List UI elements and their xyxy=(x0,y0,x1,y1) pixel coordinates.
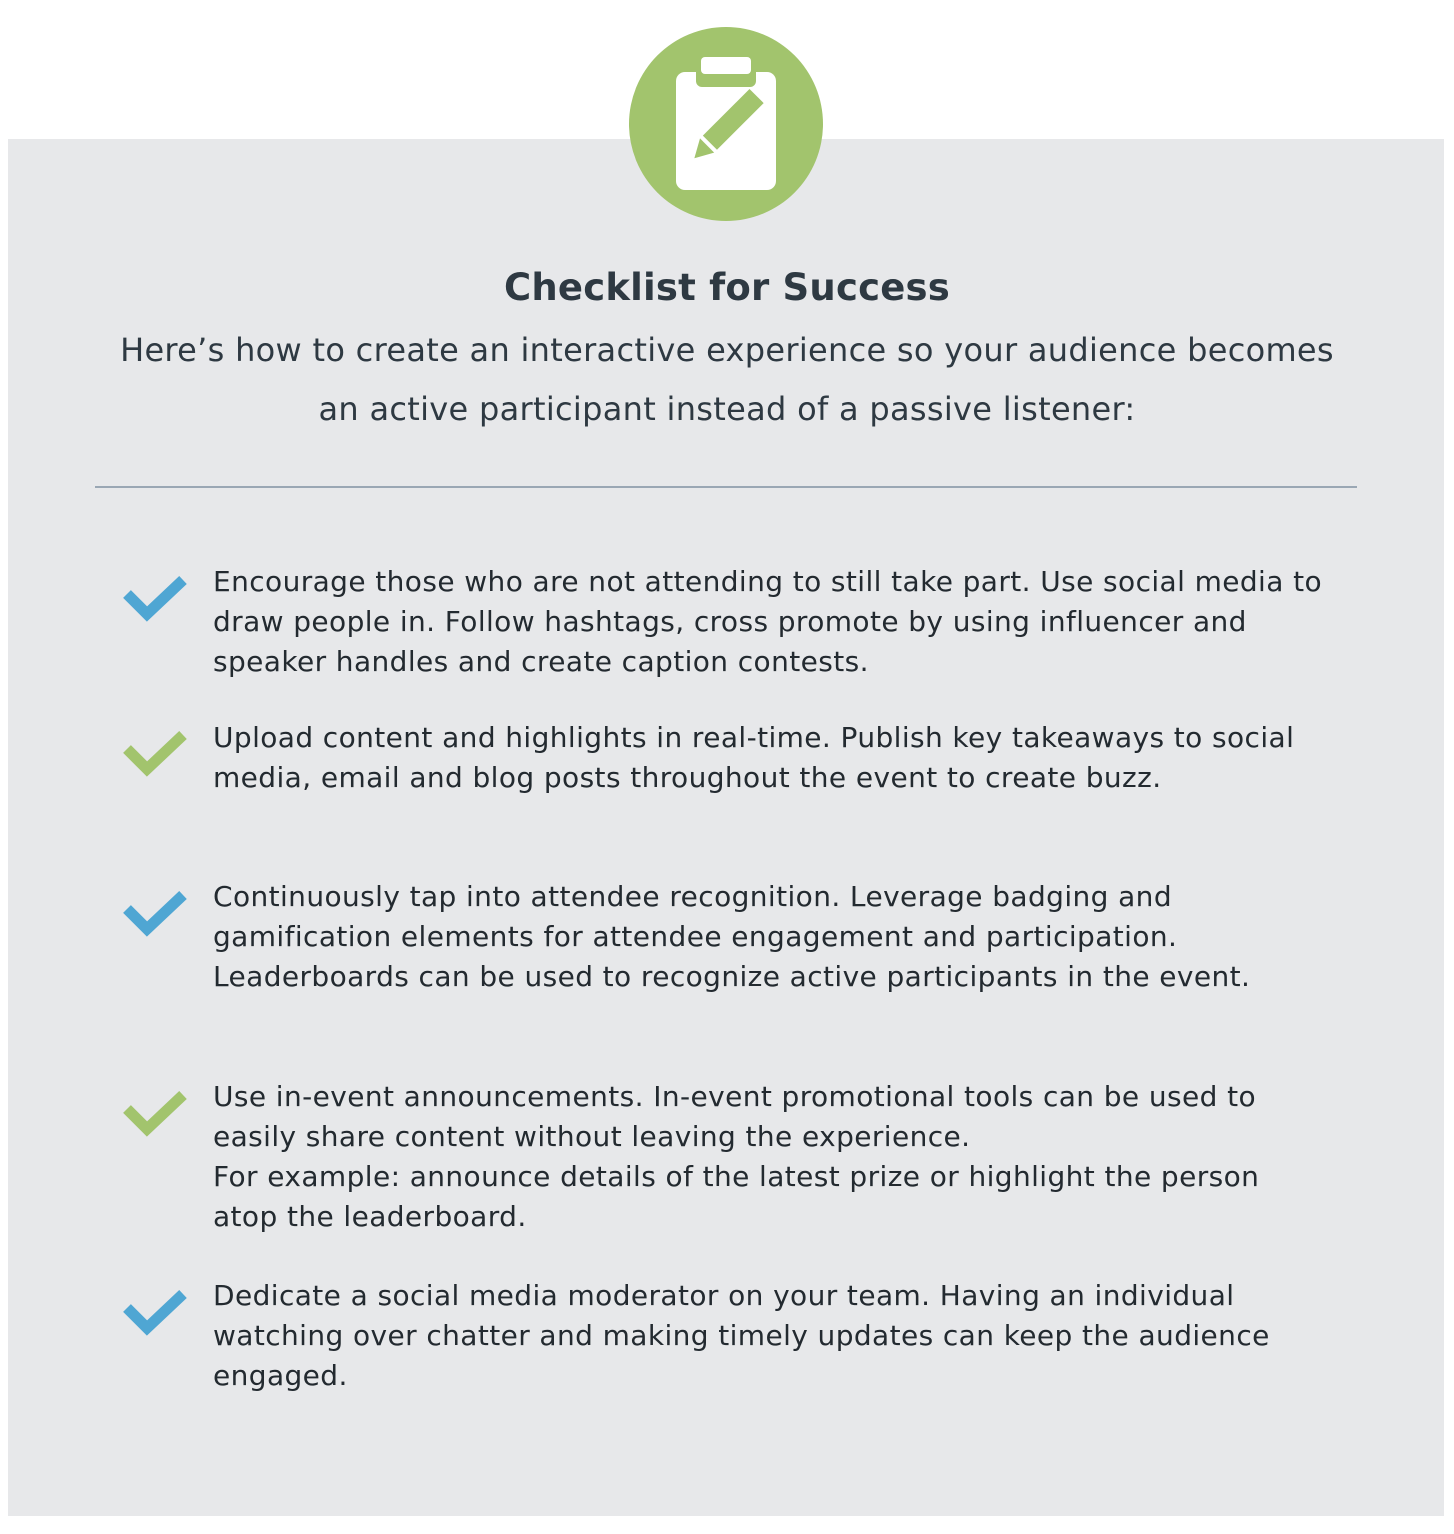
clipboard-badge xyxy=(629,27,823,221)
divider xyxy=(95,486,1357,488)
checklist-item-text: Continuously tap into attendee recognition. Leverage badging and gamification elements for attendee engagement and participation. Leaderboards can be used to recognize active participants in the event. xyxy=(213,880,1251,993)
checkmark-icon xyxy=(121,568,191,626)
checklist-item-text: Upload content and highlights in real-time. Publish key takeaways to social media, email and blog posts throughout the event to create buzz. xyxy=(213,721,1295,794)
checkmark-icon xyxy=(121,883,191,941)
checklist-item-text: Encourage those who are not attending to still take part. Use social media to draw people in. Follow hashtags, cross promote by using influencer and speaker handles and create caption contests. xyxy=(213,565,1323,678)
checklist-item-text: Use in-event announcements. In-event promotional tools can be used to easily share content without leaving the experience. For example: announce details of the latest prize or highlight the person atop the leaderboard. xyxy=(213,1080,1260,1233)
checkmark-icon xyxy=(121,1083,191,1141)
clipboard-pencil-icon xyxy=(629,27,823,221)
page-title: Checklist for Success xyxy=(504,266,950,309)
checkmark-icon xyxy=(121,723,191,781)
page-subtitle: Here’s how to create an interactive experience so your audience becomes an active participant instead of a passive listener: xyxy=(120,331,1334,428)
checkmark-icon xyxy=(121,1282,191,1340)
checklist-item-text: Dedicate a social media moderator on your team. Having an individual watching over chatter and making timely updates can keep the audience engaged. xyxy=(213,1279,1270,1392)
